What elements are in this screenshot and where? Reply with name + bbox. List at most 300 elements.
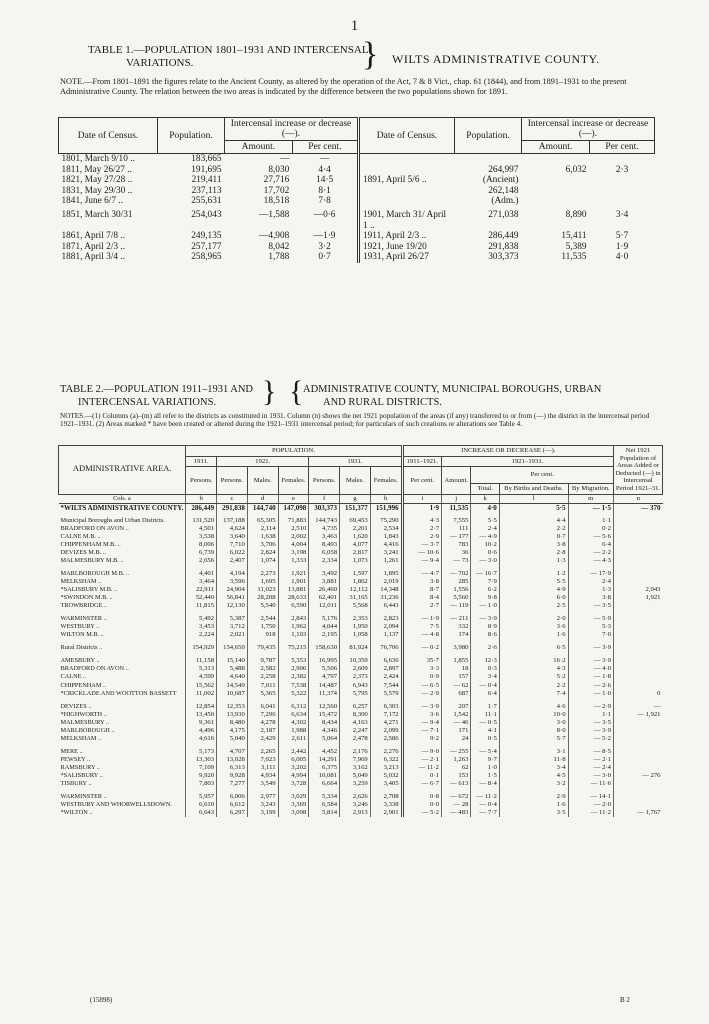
table-row: [59, 682, 663, 690]
t2-area-name: WARMINSTER ..: [60, 793, 107, 801]
t2-cell: 6,257: [340, 703, 371, 711]
t2-cell: — 11·2: [471, 793, 499, 801]
t2-cell: 6,022: [217, 549, 248, 557]
t2-cell: 3,241: [370, 549, 402, 557]
table1-note: NOTE.—From 1801–1891 the figures relate to the Ancient County, as altered by the operation of the Act, 7 & 8 Vict., chap. 61 (1844), and from 1891–1931 to the present Administrative County. The relation between the two areas is indicated by the difference between the two populations shown for 1891.: [60, 77, 627, 96]
t2-header-area: ADMINISTRATIVE AREA.: [59, 446, 186, 495]
t2-cell: 5,322: [278, 690, 309, 698]
t2-cell: 8·0: [499, 727, 568, 735]
t2-cell: 7,544: [370, 682, 402, 690]
t2-cell: 4,194: [217, 570, 248, 578]
t2-cell: 3,492: [309, 570, 340, 578]
t2-cell: 1,073: [340, 557, 371, 565]
t2-cell: 13,450: [186, 711, 217, 719]
t2-cell: 11,023: [247, 586, 278, 594]
t2-cell: [614, 665, 663, 673]
t2-cell: 1·3: [568, 586, 613, 594]
t2-cell: — 1·0: [568, 690, 613, 698]
t2-cell: 5,365: [247, 690, 278, 698]
t2-cell: 2·9: [402, 533, 441, 541]
t1-date: 1851, March 30/31: [61, 210, 133, 220]
t2-cell: 3,199: [247, 809, 278, 817]
t2-header-males-1931: Males.: [340, 467, 371, 494]
t2-cell: [614, 525, 663, 533]
t2-cell: 3,538: [186, 533, 217, 541]
t2-cell: [614, 764, 663, 772]
t1-percent-1891: 2·3: [615, 164, 629, 175]
t2-cell: 7,109: [186, 764, 217, 772]
t2-cell: 9·2: [402, 735, 441, 743]
t2-header-net: Net 1921 Population of Areas Added or Deducted (—) in Intercensal Period 1921–31.: [614, 446, 663, 495]
t2-header-females-1931: Females.: [370, 467, 402, 494]
t2-cell: 3,338: [370, 801, 402, 809]
table-row: [59, 541, 663, 549]
t2-cell: — 3·9: [471, 615, 499, 623]
t2-area-name: *HIGHWORTH ..: [60, 710, 107, 718]
t2-cell: — 2·9: [568, 703, 613, 711]
t2-cell: 1,988: [278, 727, 309, 735]
t2-cell: 4,163: [340, 719, 371, 727]
t2-cell: 3,463: [309, 533, 340, 541]
t1-date: 1811, May 26/27 ..: [61, 164, 132, 175]
table-row: [59, 586, 663, 594]
table1-title: [88, 44, 369, 70]
t2-cell: 3,243: [247, 801, 278, 809]
t1-percent-right: 3·4: [615, 210, 629, 220]
t2-header-1911: 1911.: [186, 456, 217, 467]
t2-cell: 4,797: [309, 673, 340, 681]
t2-cell: 24,904: [217, 586, 248, 594]
t2-cell: 11,002: [186, 690, 217, 698]
t2-cell: 6,005: [278, 756, 309, 764]
t2-cell: 2,382: [278, 673, 309, 681]
t2-col-l: l: [499, 494, 568, 503]
t1-amount-1891: 6,032: [565, 164, 587, 175]
t2-cell: — 14·1: [568, 793, 613, 801]
t2-cell: 9,928: [217, 772, 248, 780]
t1-amount-right: 8,890: [565, 210, 587, 220]
t2-cell: 6,636: [370, 657, 402, 665]
t2-cell: [614, 602, 663, 610]
t2-cell: 3,111: [247, 764, 278, 772]
t2-cell: — 5·6: [568, 533, 613, 541]
t2-cell: 171: [441, 727, 470, 735]
table-row: [59, 252, 655, 263]
t2-cell: 8·4: [402, 594, 441, 602]
t1-header-date: Date of Census.: [59, 118, 158, 154]
t1-amount: 8,030: [268, 164, 290, 175]
t2-cell: 303,373: [309, 503, 340, 512]
t2-cell: 2,019: [370, 578, 402, 586]
t2-cell: — 2·0: [568, 801, 613, 809]
t2-cell: 2,906: [278, 665, 309, 673]
t2-cell: 7,296: [247, 711, 278, 719]
t2-cell: 111: [441, 525, 470, 533]
t2-cell: 1·6: [499, 801, 568, 809]
t2-cell: 3·6: [499, 623, 568, 631]
t2-cell: — 1,767: [614, 809, 663, 817]
t2-cell: 137,188: [217, 517, 248, 525]
t2-cell: 12,011: [309, 602, 340, 610]
t2-cell: 4,616: [186, 735, 217, 743]
t2-cell: 2·2: [499, 682, 568, 690]
t2-cell: 7·4: [499, 690, 568, 698]
table-row: [59, 756, 663, 764]
t2-cell: 3·8: [402, 578, 441, 586]
t2-cell: 10·2: [471, 541, 499, 549]
t2-cell: [614, 557, 663, 565]
t2-cell: 2,258: [247, 673, 278, 681]
t2-cell: — 11·2: [402, 764, 441, 772]
t2-cell: 28,633: [278, 594, 309, 602]
t2-cell: — 11·2: [568, 809, 613, 817]
t1-population: 258,965: [191, 252, 222, 262]
t2-cell: 2,099: [370, 727, 402, 735]
t2-area-name: DEVIZES ..: [60, 702, 92, 710]
t2-cell: 24: [441, 735, 470, 743]
t2-cell: — 3·9: [402, 703, 441, 711]
t2-cell: 4,278: [247, 719, 278, 727]
t2-cell: 5,313: [186, 665, 217, 673]
t1-1891-pop-adm: 262,148: [488, 185, 519, 196]
t2-cell: 5,064: [309, 735, 340, 743]
t1-1891-ancient-label: (Ancient): [482, 175, 519, 185]
t2-cell: 0·0: [402, 801, 441, 809]
table-row: [59, 764, 663, 772]
t2-area-name: *WILTON ..: [60, 809, 93, 817]
t2-area-name: Municipal Boroughs and Urban Districts.: [60, 516, 165, 524]
t1-percent: —0·6: [313, 210, 336, 220]
t2-col-d: d: [247, 494, 278, 503]
t2-cell: 1·7: [471, 703, 499, 711]
t2-cell: — 4·9: [471, 533, 499, 541]
t2-cell: [614, 541, 663, 549]
t2-cell: 15,562: [186, 682, 217, 690]
t2-cell: 2·6: [471, 644, 499, 652]
table1-title-line2: VARIATIONS.: [126, 57, 194, 69]
t2-cell: 2,510: [278, 525, 309, 533]
t1-header-date-2: Date of Census.: [358, 118, 454, 154]
t1-percent: 8·1: [318, 185, 331, 196]
t2-cell: 14,348: [370, 586, 402, 594]
t2-cell: 7,803: [186, 780, 217, 788]
t2-cell: 147,098: [278, 503, 309, 512]
t2-cell: — 2·1: [568, 756, 613, 764]
t1-header-population-2: Population.: [454, 118, 521, 154]
t2-cell: 8,434: [309, 719, 340, 727]
t2-cell: 3,706: [247, 541, 278, 549]
t2-cell: 2,977: [247, 793, 278, 801]
t2-cell: [614, 517, 663, 525]
t2-cell: 5·3: [568, 623, 613, 631]
t2-cell: 2,247: [340, 727, 371, 735]
table2-title-right2: AND RURAL DISTRICTS.: [323, 397, 442, 408]
t1-population: 237,113: [191, 185, 222, 196]
t1-date: 1861, April 7/8 ..: [61, 231, 126, 241]
t2-cell: 2·9: [499, 793, 568, 801]
t1-population-right: 286,449: [488, 231, 519, 241]
t2-cell: 3,640: [217, 533, 248, 541]
t2-cell: 6,322: [370, 756, 402, 764]
t2-cell: [614, 682, 663, 690]
t1-population: 257,177: [191, 241, 222, 252]
t2-cell: 2,373: [340, 673, 371, 681]
t2-cell: [614, 549, 663, 557]
t2-cell: 13,303: [186, 756, 217, 764]
t2-cell: 5,334: [309, 793, 340, 801]
t2-cell: 8,480: [217, 719, 248, 727]
t2-cell: — 4·7: [402, 570, 441, 578]
t1-amount: —: [279, 154, 290, 164]
t2-cell: 2·5: [499, 602, 568, 610]
t2-cell: 8·7: [402, 586, 441, 594]
table-row: [59, 602, 663, 610]
t2-cell: 0·7: [499, 533, 568, 541]
t2-cell: 5,540: [247, 602, 278, 610]
t2-cell: 6,590: [278, 602, 309, 610]
table-row: [59, 780, 663, 788]
t1-header-intercensal-2: Intercensal increase or decrease (—).: [521, 118, 654, 141]
t2-cell: 1,921: [278, 570, 309, 578]
t2-area-name: WILTON M.B. ..: [60, 631, 104, 639]
table-row: [59, 801, 663, 809]
t2-cell: — 8·4: [471, 780, 499, 788]
t2-cell: 4,401: [186, 570, 217, 578]
t2-cell: 3,162: [340, 764, 371, 772]
t2-cell: — 1·8: [568, 673, 613, 681]
t2-cell: 1,263: [441, 756, 470, 764]
t2-cell: 144,743: [309, 517, 340, 525]
t2-cell: 2·0: [499, 615, 568, 623]
t2-cell: 1,950: [340, 623, 371, 631]
t1-date-right: 1931, April 26/27: [358, 252, 454, 263]
t2-area-name: CALNE M.B. ..: [60, 532, 101, 540]
t1-date: 1831, May 29/30 ..: [61, 185, 133, 196]
t1-date-right: 1901, March 31/ April 1 ..: [358, 210, 454, 231]
table-row: [59, 735, 663, 743]
t2-cell: 131,520: [186, 517, 217, 525]
t2-col-j: j: [441, 494, 470, 503]
t2-cell: 8,300: [340, 711, 371, 719]
t2-cell: 5,506: [309, 665, 340, 673]
t2-cell: 1,638: [247, 533, 278, 541]
t2-cell: — 483: [441, 809, 470, 817]
t2-cell: 10,081: [309, 772, 340, 780]
t1-header-percent-2: Per cent.: [590, 141, 655, 154]
table2: [58, 445, 663, 817]
t2-cell: 13,028: [217, 756, 248, 764]
t2-header-percent-1921: Per cent.: [471, 467, 614, 484]
t2-cell: — 211: [441, 615, 470, 623]
t2-cell: 2·4: [568, 578, 613, 586]
t2-cell: 7·5: [402, 623, 441, 631]
t2-cell: [614, 793, 663, 801]
t2-cell: 783: [441, 541, 470, 549]
t2-cell: 14,487: [309, 682, 340, 690]
t2-cell: 0·5: [471, 735, 499, 743]
t2-area-name: *CRICKLADE AND WOOTTON BASSETT: [60, 689, 177, 697]
t1-date: 1801, March 9/10 ..: [61, 154, 135, 164]
table-row: [59, 517, 663, 525]
t2-cell: — 6·7: [402, 780, 441, 788]
t2-cell: 28,208: [247, 594, 278, 602]
t2-cell: 13,930: [217, 711, 248, 719]
t2-area-name: AMESBURY ..: [60, 657, 100, 665]
t1-date: 1841, June 6/7 ..: [61, 196, 123, 206]
page-number: 1: [350, 18, 359, 34]
t1-amount-right: 5,389: [565, 241, 587, 252]
t2-cell: 0·3: [471, 665, 499, 673]
t1-date-right: 1911, April 2/3 ..: [358, 231, 454, 242]
t2-col-a: Cols. a: [59, 494, 186, 503]
t2-cell: 0·1: [402, 772, 441, 780]
t2-cell: 18: [441, 665, 470, 673]
t1-percent: —: [319, 154, 330, 164]
t1-population: 183,665: [191, 154, 222, 164]
t1-percent: —1·9: [313, 231, 336, 241]
table-row: [59, 210, 655, 231]
t2-cell: 7·9: [471, 578, 499, 586]
t2-cell: — 5·9: [568, 615, 613, 623]
t2-cell: 3,246: [340, 801, 371, 809]
t1-date-1891: 1891, April 5/6 ..: [358, 165, 454, 197]
t2-cell: 285: [441, 578, 470, 586]
t2-cell: 4,994: [278, 772, 309, 780]
t2-cell: 15,140: [217, 657, 248, 665]
t2-cell: 7,011: [247, 682, 278, 690]
t2-cell: — 177: [441, 533, 470, 541]
table-row: [59, 657, 663, 665]
t2-area-name: *WILTS ADMINISTRATIVE COUNTY.: [60, 503, 184, 512]
t2-cell: 4,271: [370, 719, 402, 727]
t2-cell: 3·1: [499, 748, 568, 756]
t2-cell: 1,597: [340, 570, 371, 578]
t2-area-name: CHIPPENHAM M.B. ..: [60, 540, 121, 548]
t2-area-name: MALMESBURY M.B. ..: [60, 556, 124, 564]
t2-cell: 2,843: [278, 615, 309, 623]
t2-cell: — 0·5: [471, 719, 499, 727]
t1-percent: 4·4: [318, 164, 331, 175]
t2-cell: 6,610: [186, 801, 217, 809]
t2-cell: 6,058: [309, 549, 340, 557]
t1-percent: 14·5: [316, 175, 334, 185]
t1-population: 254,043: [191, 210, 222, 220]
t2-header-1921: 1921.: [217, 456, 309, 467]
t2-cell: 1,895: [370, 570, 402, 578]
t2-col-n: n: [614, 494, 663, 503]
t2-cell: — 9·4: [402, 557, 441, 565]
t2-cell: 1,556: [441, 586, 470, 594]
t2-cell: 11,815: [186, 602, 217, 610]
t2-cell: 11·1: [471, 711, 499, 719]
t2-cell: 5,353: [278, 657, 309, 665]
t2-area-name: *SALISBURY M.B. ..: [60, 586, 118, 594]
t2-cell: 9·7: [471, 756, 499, 764]
t2-cell: 3,213: [370, 764, 402, 772]
t2-cell: — 10·6: [402, 549, 441, 557]
t2-cell: — 3·9: [568, 644, 613, 652]
t2-cell: — 28: [441, 801, 470, 809]
t2-area-name: WESTBURY AND WHORWELLSDOWN.: [60, 801, 172, 809]
t2-cell: — 4·3: [568, 557, 613, 565]
table-row: [59, 793, 663, 801]
t2-cell: — 276: [614, 772, 663, 780]
t1-population: 249,135: [191, 231, 222, 241]
t2-cell: 918: [247, 631, 278, 639]
t2-cell: — 255: [441, 748, 470, 756]
t2-cell: 6,312: [278, 703, 309, 711]
t2-cell: 4,496: [186, 727, 217, 735]
t2-cell: 12,112: [340, 586, 371, 594]
t2-header-increase: INCREASE OR DECREASE (—).: [402, 446, 613, 457]
t2-cell: 4,735: [309, 525, 340, 533]
t2-cell: 3·8: [568, 594, 613, 602]
t2-cell: 0·2: [568, 525, 613, 533]
t2-cell: 5,814: [309, 809, 340, 817]
t1-population: 191,695: [191, 164, 222, 175]
table-row: [59, 711, 663, 719]
t2-cell: 6,634: [278, 711, 309, 719]
t2-cell: [614, 801, 663, 809]
t2-cell: [614, 631, 663, 639]
t2-cell: [614, 578, 663, 586]
t2-cell: 2,353: [340, 615, 371, 623]
t2-cell: 65,305: [247, 517, 278, 525]
t2-cell: [614, 756, 663, 764]
t2-cell: 291,838: [217, 503, 248, 512]
t2-cell: [614, 727, 663, 735]
t2-cell: 0·8: [402, 793, 441, 801]
t2-cell: 4,501: [186, 525, 217, 533]
t2-cell: 2,442: [278, 748, 309, 756]
t1-header-intercensal: Intercensal increase or decrease (—).: [225, 118, 359, 141]
t2-cell: [614, 748, 663, 756]
t1-percent: 7·8: [318, 196, 331, 206]
t2-cell: 5·7: [499, 735, 568, 743]
t2-cell: 154,650: [217, 644, 248, 652]
t2-cell: 2,043: [614, 586, 663, 594]
t2-area-name: BRADFORD ON AVON ..: [60, 665, 129, 673]
t2-cell: — 119: [441, 602, 470, 610]
t2-area-name: MARLBOROUGH ..: [60, 726, 115, 734]
t2-cell: — 5·2: [568, 735, 613, 743]
t2-cell: 11·8: [499, 756, 568, 764]
t2-cell: [614, 719, 663, 727]
t2-cell: 7,538: [278, 682, 309, 690]
t2-cell: 2,002: [278, 533, 309, 541]
table-row: [59, 719, 663, 727]
t1-header-amount-2: Amount.: [521, 141, 589, 154]
t2-cell: 3,728: [278, 780, 309, 788]
table-row: [59, 623, 663, 631]
brace-icon: }: [362, 36, 379, 73]
t2-cell: 1,855: [441, 657, 470, 665]
t2-cell: 12,130: [217, 602, 248, 610]
t2-cell: 5,795: [340, 690, 371, 698]
t2-cell: 1·6: [499, 631, 568, 639]
t2-cell: — 4·8: [402, 631, 441, 639]
t2-cell: — 7·1: [402, 727, 441, 735]
table-row: [59, 525, 663, 533]
t2-cell: 9,787: [247, 657, 278, 665]
t2-area-name: MERE ..: [60, 747, 83, 755]
t2-cell: 1,074: [247, 557, 278, 565]
t2-cell: 6,664: [309, 780, 340, 788]
t2-cell: 5,040: [217, 735, 248, 743]
t2-cell: 26,460: [309, 586, 340, 594]
t2-cell: — 3·5: [568, 719, 613, 727]
t2-cell: 1,620: [340, 533, 371, 541]
